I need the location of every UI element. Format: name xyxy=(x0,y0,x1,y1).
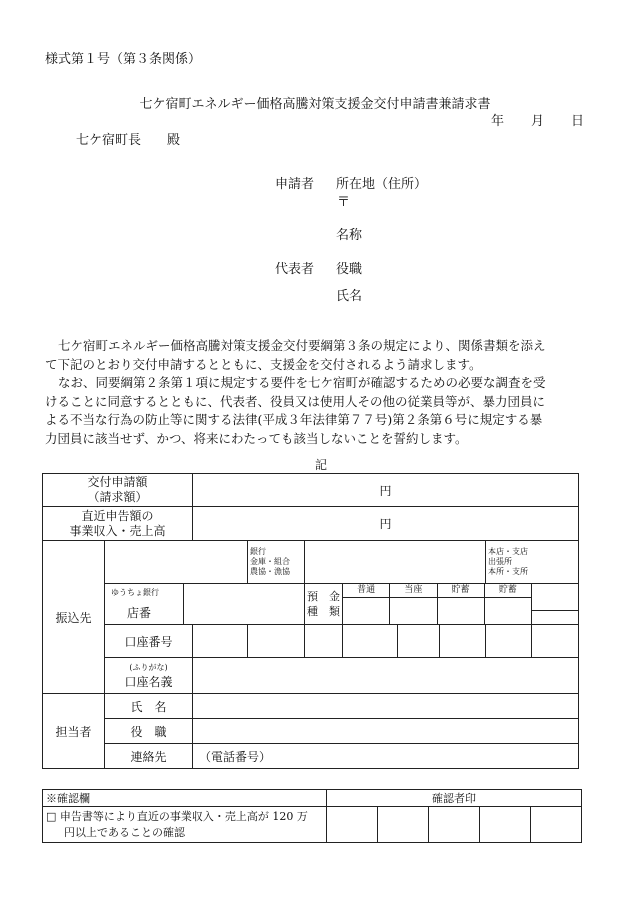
account-digit-6[interactable] xyxy=(440,625,486,658)
confirm-item-line1: 申告書等により直近の事業収入・売上高が 120 万 xyxy=(59,810,308,823)
deposit-current[interactable]: 当座 xyxy=(390,584,436,598)
branch-type-1: 本店・支店 xyxy=(488,547,529,556)
para2-line2: けることに同意するとともに、代表者、役員又は使用人その他の従業員等が、暴力団員に xyxy=(45,393,546,409)
store-number-label: 店番 xyxy=(127,606,152,620)
deposit-extra-cell xyxy=(532,584,579,625)
stamp-cell-1[interactable] xyxy=(327,807,378,843)
yucho-store-cell xyxy=(105,584,305,625)
stamp-cell-2[interactable] xyxy=(378,807,429,843)
grant-amount-field[interactable] xyxy=(193,474,579,507)
date-year: 年 xyxy=(491,114,505,129)
phone-label: （電話番号） xyxy=(199,749,272,764)
stamp-cell-4[interactable] xyxy=(480,807,531,843)
bank-type-2: 金庫・組合 xyxy=(250,557,291,566)
confirm-checkbox[interactable]: □ xyxy=(46,810,57,823)
rep-name-label: 氏名 xyxy=(336,289,363,304)
contact-label: 連絡先 xyxy=(105,744,193,769)
para1-line1: 七ケ宿町エネルギー価格高騰対策支援金交付要綱第３条の規定により、関係書類を添え xyxy=(58,338,546,353)
rep-title-label: 役職 xyxy=(336,262,363,277)
contact-person-label: 担当者 xyxy=(43,694,105,769)
confirmation-table xyxy=(42,789,582,843)
account-digit-4[interactable] xyxy=(343,625,398,658)
deposit-savings-1[interactable]: 貯蓄 xyxy=(438,584,484,598)
account-digit-3[interactable] xyxy=(305,625,343,658)
form-number: 様式第１号（第３条関係） xyxy=(45,52,202,67)
addressee: 七ケ宿町長 殿 xyxy=(76,133,181,148)
stamp-cell-5[interactable] xyxy=(531,807,582,843)
account-holder-label xyxy=(105,658,193,694)
postal-mark: 〒 xyxy=(337,195,351,210)
bank-name-field[interactable] xyxy=(105,541,248,584)
account-digit-7[interactable] xyxy=(486,625,532,658)
account-digit-5[interactable] xyxy=(398,625,440,658)
representative-label: 代表者 xyxy=(275,262,315,277)
revenue-label: 直近申告額の 事業収入・売上高 xyxy=(43,507,193,541)
deposit-savings-2[interactable]: 貯蓄 xyxy=(485,584,531,598)
branch-type-3: 本所・支所 xyxy=(488,567,529,576)
para2-line4: 力団員に該当せず、かつ、将来にわたっても該当しないことを誓約します。 xyxy=(45,430,468,446)
declaration-text xyxy=(45,337,590,448)
branch-name-field[interactable] xyxy=(305,541,486,584)
account-number-label: 口座番号 xyxy=(105,625,193,658)
phone-field[interactable] xyxy=(193,744,579,769)
para2-line1: なお、同要綱第２条第１項に規定する要件を七ケ宿町が確認するための必要な調査を受 xyxy=(58,375,546,390)
name-label: 名称 xyxy=(336,228,363,243)
revenue-unit: 円 xyxy=(379,517,392,531)
account-name-label: 口座名義 xyxy=(124,674,173,689)
confirm-header: ※確認欄 xyxy=(43,790,327,807)
person-name-label: 氏 名 xyxy=(105,694,193,719)
furigana-label: (ふりがな) xyxy=(129,662,168,672)
confirm-item xyxy=(43,807,327,843)
date-month: 月 xyxy=(531,114,545,129)
revenue-field[interactable] xyxy=(193,507,579,541)
yucho-label: ゆうちょ銀行 xyxy=(111,588,159,597)
account-holder-field[interactable] xyxy=(193,658,579,694)
branch-type-2: 出張所 xyxy=(488,557,513,566)
bank-type-labels xyxy=(248,541,305,584)
bank-type-3: 農協・漁協 xyxy=(250,567,291,576)
stamp-cell-3[interactable] xyxy=(429,807,480,843)
ki-heading: 記 xyxy=(315,458,328,472)
bank-type-1: 銀行 xyxy=(250,547,267,556)
para2-line3: よる不当な行為の防止等に関する法律(平成３年法律第７７号)第２条第６号に規定する暴 xyxy=(45,412,543,427)
account-digit-1[interactable] xyxy=(193,625,248,658)
person-name-field[interactable] xyxy=(193,694,579,719)
grant-unit: 円 xyxy=(379,483,392,498)
person-title-field[interactable] xyxy=(193,719,579,744)
account-digit-8[interactable] xyxy=(532,625,579,658)
applicant-label: 申請者 xyxy=(275,177,315,192)
store-divider xyxy=(183,584,184,624)
person-title-label: 役 職 xyxy=(105,719,193,744)
branch-type-labels xyxy=(486,541,579,584)
date-day: 日 xyxy=(571,114,585,129)
address-label: 所在地（住所） xyxy=(336,177,428,192)
deposit-ordinary[interactable]: 普通 xyxy=(343,584,389,598)
application-table xyxy=(42,473,579,769)
grant-amount-label: 交付申請額 （請求額） xyxy=(43,474,193,507)
deposit-type-options xyxy=(343,584,532,625)
checker-header: 確認者印 xyxy=(327,790,582,807)
deposit-type-label: 預 金 種 類 xyxy=(305,584,343,625)
transfer-label: 振込先 xyxy=(43,541,105,694)
confirm-item-line2: 円以上であることの確認 xyxy=(64,826,185,839)
form-title: 七ケ宿町エネルギー価格高騰対策支援金交付申請書兼請求書 xyxy=(139,97,491,112)
para1-line2: て下記のとおり交付申請するとともに、支援金を交付されるよう請求します。 xyxy=(45,356,482,372)
account-digit-2[interactable] xyxy=(248,625,305,658)
